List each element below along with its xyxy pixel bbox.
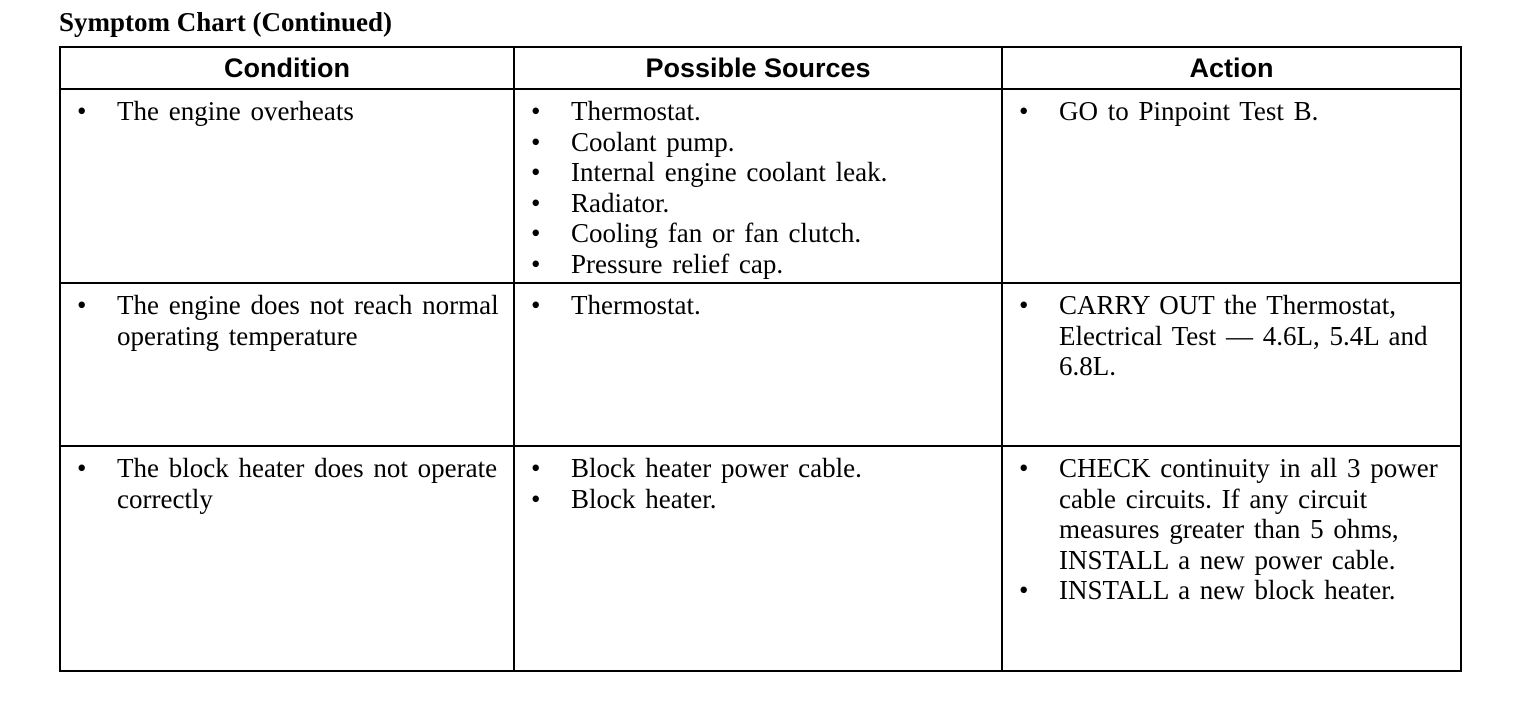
condition-list: [61, 90, 513, 127]
list-item: [1003, 96, 1460, 127]
source-text: Cooling fan or fan clutch.: [571, 218, 862, 248]
sources-list: [515, 447, 1001, 514]
action-list: [1003, 90, 1460, 127]
table-row: [60, 89, 1461, 283]
sources-cell: [514, 446, 1002, 671]
action-text: GO to Pinpoint Test B.: [1059, 96, 1319, 126]
condition-cell: [60, 446, 514, 671]
source-text: Block heater power cable.: [571, 453, 862, 483]
list-item: [515, 453, 1001, 484]
bullet-icon: •: [531, 483, 541, 514]
bullet-icon: •: [531, 187, 541, 218]
condition-cell: [60, 89, 514, 283]
list-item: [61, 453, 513, 514]
sources-cell: [514, 89, 1002, 283]
action-cell: [1002, 446, 1461, 671]
list-item: [515, 290, 1001, 321]
list-item: [515, 157, 1001, 188]
action-list: [1003, 284, 1460, 382]
list-item: [1003, 453, 1460, 575]
bullet-icon: •: [531, 157, 541, 187]
bullet-icon: •: [1019, 453, 1029, 483]
bullet-icon: •: [1019, 290, 1029, 320]
bullet-icon: •: [77, 96, 87, 126]
symptom-chart-table: [59, 46, 1462, 672]
list-item: [515, 127, 1001, 158]
condition-list: [61, 284, 513, 351]
condition-text: The block heater does not operate correctly: [117, 453, 498, 514]
sources-list: [515, 90, 1001, 279]
action-cell: [1002, 283, 1461, 446]
list-item: [515, 484, 1001, 515]
header-action: Action: [1002, 47, 1461, 89]
bullet-icon: •: [77, 453, 87, 483]
source-text: Block heater.: [571, 483, 717, 514]
condition-list: [61, 447, 513, 514]
list-item: [515, 249, 1001, 280]
source-text: Thermostat.: [571, 96, 701, 126]
list-item: [61, 96, 513, 127]
action-text: CARRY OUT the Thermostat, Electrical Test — 4.6L, 5.4L and 6.8L.: [1059, 290, 1428, 381]
list-item: [515, 188, 1001, 219]
source-text: Thermostat.: [571, 290, 701, 320]
source-text: Coolant pump.: [571, 126, 735, 157]
bullet-icon: •: [531, 248, 541, 279]
list-item: [515, 218, 1001, 249]
list-item: [61, 290, 513, 351]
condition-text: The engine overheats: [117, 96, 354, 126]
header-condition: Condition: [60, 47, 514, 89]
action-cell: [1002, 89, 1461, 283]
action-text: INSTALL a new block heater.: [1059, 575, 1396, 605]
action-list: [1003, 447, 1460, 606]
table-header-row: [60, 47, 1461, 89]
bullet-icon: •: [531, 126, 541, 157]
page-title: Symptom Chart (Continued): [59, 7, 393, 37]
source-text: Internal engine coolant leak.: [571, 157, 888, 187]
source-text: Pressure relief cap.: [571, 248, 784, 279]
bullet-icon: •: [531, 453, 541, 483]
list-item: [1003, 575, 1460, 606]
condition-text: The engine does not reach normal operating temperature: [117, 290, 499, 351]
table-row: [60, 446, 1461, 671]
action-text: CHECK continuity in all 3 power cable circuits. If any circuit measures greater than 5 ohms, INSTALL a new power cable.: [1059, 453, 1438, 575]
bullet-icon: •: [531, 290, 541, 320]
list-item: [1003, 290, 1460, 382]
condition-cell: [60, 283, 514, 446]
table-row: [60, 283, 1461, 446]
sources-list: [515, 284, 1001, 321]
bullet-icon: •: [531, 96, 541, 126]
header-possible-sources: Possible Sources: [514, 47, 1002, 89]
bullet-icon: •: [1019, 96, 1029, 126]
source-text: Radiator.: [571, 187, 670, 218]
bullet-icon: •: [1019, 575, 1029, 605]
bullet-icon: •: [531, 218, 541, 248]
bullet-icon: •: [77, 290, 87, 320]
list-item: [515, 96, 1001, 127]
sources-cell: [514, 283, 1002, 446]
